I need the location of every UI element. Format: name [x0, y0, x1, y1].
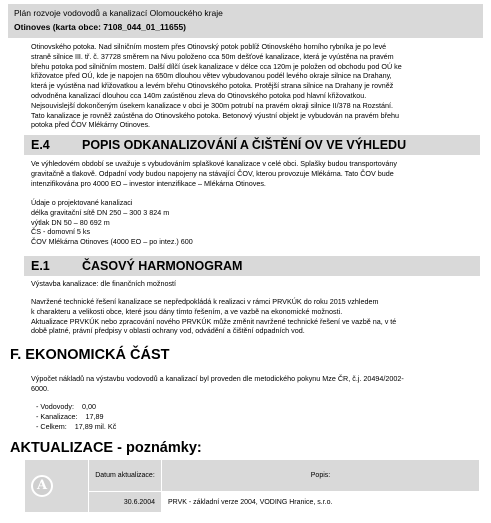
section-heading-updates: AKTUALIZACE - poznámky:	[10, 440, 202, 456]
text-line: křižovatce před OÚ, kde je napojen na 650m dlouhou větev vybudovanou podél levého okraje silnice na Drahany,	[31, 71, 392, 81]
text-line: břehu potoka pod silničním mostem. Další dílčí úsek kanalizace v délce cca 120m je položen od obchodu pod OÚ ke	[31, 61, 402, 71]
text-line: Nejsouvislejší dokončeným úsekem kanalizace v obci je 300m potrubí na pravém okraji silnice II/378 na Rozstání.	[31, 100, 393, 110]
cost-row-sewer: - Kanalizace: 17,89	[36, 411, 104, 421]
section-number: E.1	[31, 259, 50, 273]
section-number: E.4	[31, 138, 50, 152]
text-line: která je vyústěna nad křižovatkou a levém břehu Otinovského potoka. Protější strana silnice na Drahany je rovněž	[31, 81, 394, 91]
text-line: Navržené technické řešení kanalizace se nepředpokládá k realizaci v rámci PRVKÚK do roku 2015 vzhledem	[31, 297, 379, 306]
text-line: 6000.	[31, 383, 49, 393]
document-header	[8, 4, 483, 38]
text-line: Otinovského potoka. Nad silničním mostem přes Otinovský potok poblíž Otinovského horního rybníka je po levé	[31, 42, 387, 51]
intro-paragraph	[31, 42, 471, 130]
e1-paragraph	[31, 297, 471, 336]
updates-table	[24, 459, 480, 513]
text-line: výtlak DN 50 – 80 692 m	[31, 217, 110, 227]
text-line: gravitačně a tlakově. Odpadní vody budou napojeny na stávající ČOV, kterou provozuje Mlékárna. Tato ČOV bude	[31, 168, 394, 178]
text-line: Údaje o projektované kanalizaci	[31, 198, 133, 207]
text-line: době platné, právní předpisy v oblasti ochrany vod, odvádění a čištění odpadních vod.	[31, 326, 305, 336]
e4-projected-data	[31, 198, 471, 247]
text-line: straně silnice III. tř. č. 37728 směrem na Nivu položeno cca 50m dešťové kanalizace, která je vyústěna na pravém	[31, 51, 394, 61]
section-title: POPIS ODKANALIZOVÁNÍ A ČIŠTĚNÍ OV VE VÝHLEDU	[82, 138, 407, 152]
update-logo-icon: A	[31, 475, 53, 497]
logo-cell	[25, 460, 89, 513]
table-row	[25, 492, 480, 513]
section-heading-f: F. EKONOMICKÁ ČÁST	[10, 347, 170, 363]
cost-row-total: - Celkem: 17,89 mil. Kč	[36, 421, 117, 431]
text-line: ČOV Mlékárna Otinoves (4000 EO – po intez.) 600	[31, 237, 193, 247]
text-line: potoka před ČOV Mlékárny Otinoves.	[31, 120, 151, 130]
section-heading-e1	[24, 256, 480, 276]
text-line: Aktualizace PRVKÚK nebo zpracování nového PRVKÚK může změnit navržené technické řešení ve vazbě na, v té	[31, 316, 397, 326]
municipality-card-id: Otinoves (karta obce: 7108_044_01_11655)	[14, 22, 187, 32]
text-line: délka gravitační sítě DN 250 – 300 3 824 m	[31, 207, 170, 217]
column-header-description: Popis:	[162, 460, 480, 492]
text-line: Ve výhledovém období se uvažuje s vybudováním splaškové kanalizace v celé obci. Splašky budou transportovány	[31, 159, 397, 168]
column-header-date: Datum aktualizace:	[89, 460, 162, 492]
cost-row-water: - Vodovody: 0,00	[36, 402, 96, 411]
e1-schedule-line	[31, 279, 471, 289]
document-title: Plán rozvoje vodovodů a kanalizací Olomouckého kraje	[14, 8, 223, 18]
section-heading-e4	[24, 135, 480, 155]
cost-list	[36, 402, 116, 431]
e4-paragraph	[31, 159, 471, 188]
text-line: Tato kanalizace je rovněž zaústěna do Otinovského potoka. Betonový výustní objekt je vybudován na pravém břehu	[31, 110, 399, 120]
text-line: Výpočet nákladů na výstavbu vodovodů a kanalizací byl proveden dle metodického pokynu Mze ČR, č.j. 20494/2002-	[31, 374, 404, 383]
text-line: k charakteru a velikosti obce, které jsou dány tímto řešením, a ve vazbě na ekonomické možnosti.	[31, 306, 343, 316]
f-paragraph	[31, 374, 471, 394]
text-line: odvodněna kanalizací dlouhou cca 140m zaústěnou zleva do Otinovského potoka pod hlavní křižovatkou.	[31, 90, 367, 100]
update-date: 30.6.2004	[89, 492, 162, 513]
update-description: PRVK - základní verze 2004, VODING Hranice, s.r.o.	[162, 492, 480, 513]
text-line: ČS - domovní 5 ks	[31, 227, 91, 237]
section-title: ČASOVÝ HARMONOGRAM	[82, 259, 243, 273]
table-header-row	[25, 460, 480, 492]
text-line: intenzifikována pro 4000 EO – investor intenzifikace – Mlékárna Otinoves.	[31, 178, 266, 188]
text-line: Výstavba kanalizace: dle finančních možností	[31, 279, 177, 288]
